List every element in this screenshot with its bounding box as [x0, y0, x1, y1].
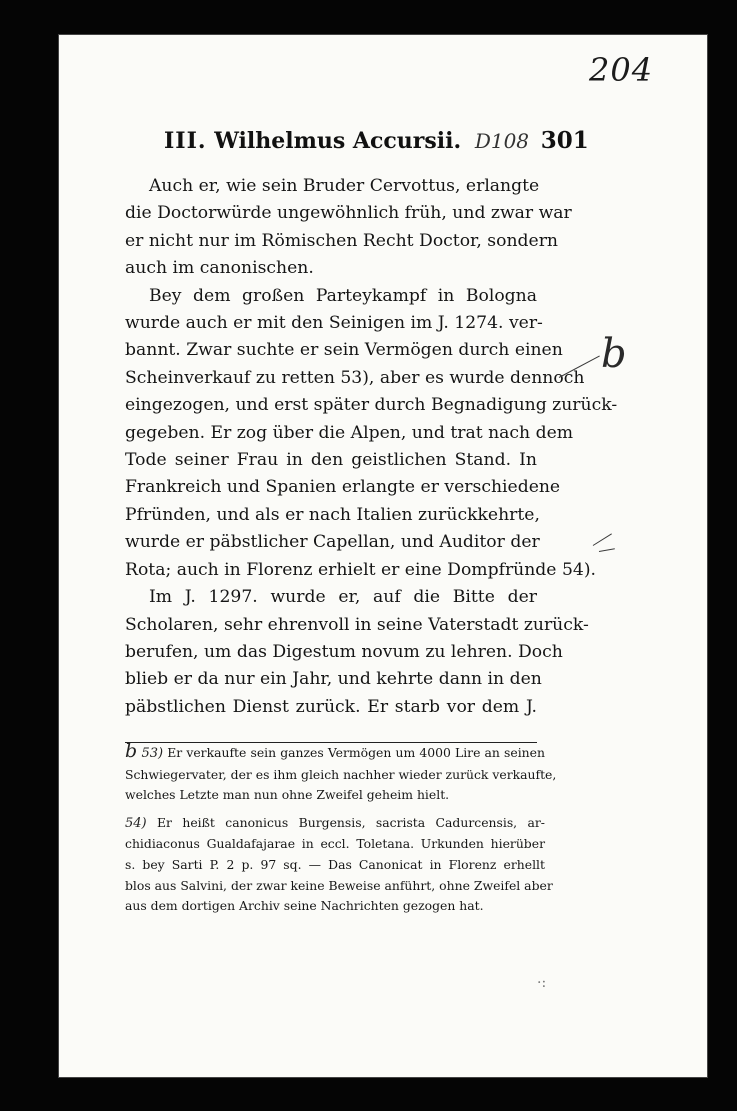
footnote-line: aus dem dortigen Archiv seine Nachrichten gezogen hat. [125, 898, 484, 914]
footnote-line: s. bey Sarti P. 2 p. 97 sq. — Das Canonicat in Florenz erhellt [125, 856, 545, 872]
margin-pencil-tick [599, 548, 615, 552]
text-line: Frankreich und Spanien erlangte er verschiedene [125, 477, 561, 498]
footnote-53 [125, 740, 557, 806]
text-line: Scheinverkauf zu retten 53), aber es wurde dennoch [125, 367, 585, 388]
text-line: wurde auch er mit den Seinigen im J. 1274. ver- [125, 313, 543, 334]
footnote-line: blos aus Salvini, der zwar keine Beweise anführt, ohne Zweifel aber [125, 877, 553, 893]
paper-speck: ·: [537, 975, 547, 991]
margin-pencil-tick [593, 533, 612, 546]
text-line: Bey dem großen Parteykampf in Bologna [149, 285, 537, 306]
footnote-line: Er heißt canonicus Burgensis, sacrista Cadurcensis, ar- [157, 814, 545, 830]
footnote-line: Schwiegervater, der es ihm gleich nachher wieder zurück verkaufte, [125, 766, 557, 782]
text-line: päbstlichen Dienst zurück. Er starb vor dem J. [125, 696, 537, 717]
text-line: Tode seiner Frau in den geistlichen Stand. In [125, 450, 537, 471]
handwritten-shelf-mark: D108 [474, 129, 530, 153]
main-text [125, 173, 618, 721]
text-line: die Doctorwürde ungewöhnlich früh, und zwar war [125, 203, 572, 224]
text-line: Auch er, wie sein Bruder Cervottus, erlangte [149, 176, 540, 196]
text-line: berufen, um das Digestum novum zu lehren. Doch [125, 641, 563, 662]
footnote-marker: 53) [141, 746, 164, 761]
footnotes [125, 740, 557, 924]
text-line: er nicht nur im Römischen Recht Doctor, sondern [125, 230, 559, 251]
text-line: wurde er päbstlicher Capellan, und Auditor der [125, 532, 540, 553]
text-line: auch im canonischen. [125, 258, 314, 279]
document-page [58, 34, 708, 1078]
text-line: blieb er da nur ein Jahr, und kehrte dann in den [125, 669, 542, 690]
text-line: bannt. Zwar suchte er sein Vermögen durch einen [125, 340, 563, 361]
text-line: Rota; auch in Florenz erhielt er eine Dompfründe 54). [125, 559, 596, 580]
footnote-54 [125, 813, 553, 917]
footnote-line: chidiaconus Gualdafajarae in eccl. Toletana. Urkunden hierüber [125, 836, 545, 852]
text-line: Im J. 1297. wurde er, auf die Bitte der [149, 587, 537, 608]
running-head [164, 127, 604, 154]
footnote-line: welches Letzte man nun ohne Zweifel geheim hielt. [125, 787, 450, 803]
footnote-marker: 54) [125, 815, 147, 831]
footnote-line: Er verkaufte sein ganzes Vermögen um 4000 Lire an seinen [167, 745, 545, 760]
handwritten-page-number: 204 [589, 51, 654, 89]
text-line: eingezogen, und erst später durch Begnadigung zurück- [125, 395, 618, 416]
running-head-title: Wilhelmus Accursii. [214, 128, 462, 154]
handwritten-footnote-marker: b [125, 740, 138, 762]
margin-annotation: b [601, 331, 627, 377]
chapter-numeral: III. [164, 128, 207, 154]
text-line: Scholaren, sehr ehrenvoll in seine Vaterstadt zurück- [125, 614, 589, 635]
printed-page-number: 301 [540, 127, 589, 154]
text-line: Pfründen, und als er nach Italien zurückkehrte, [125, 504, 540, 525]
text-line: gegeben. Er zog über die Alpen, und trat nach dem [125, 422, 574, 443]
